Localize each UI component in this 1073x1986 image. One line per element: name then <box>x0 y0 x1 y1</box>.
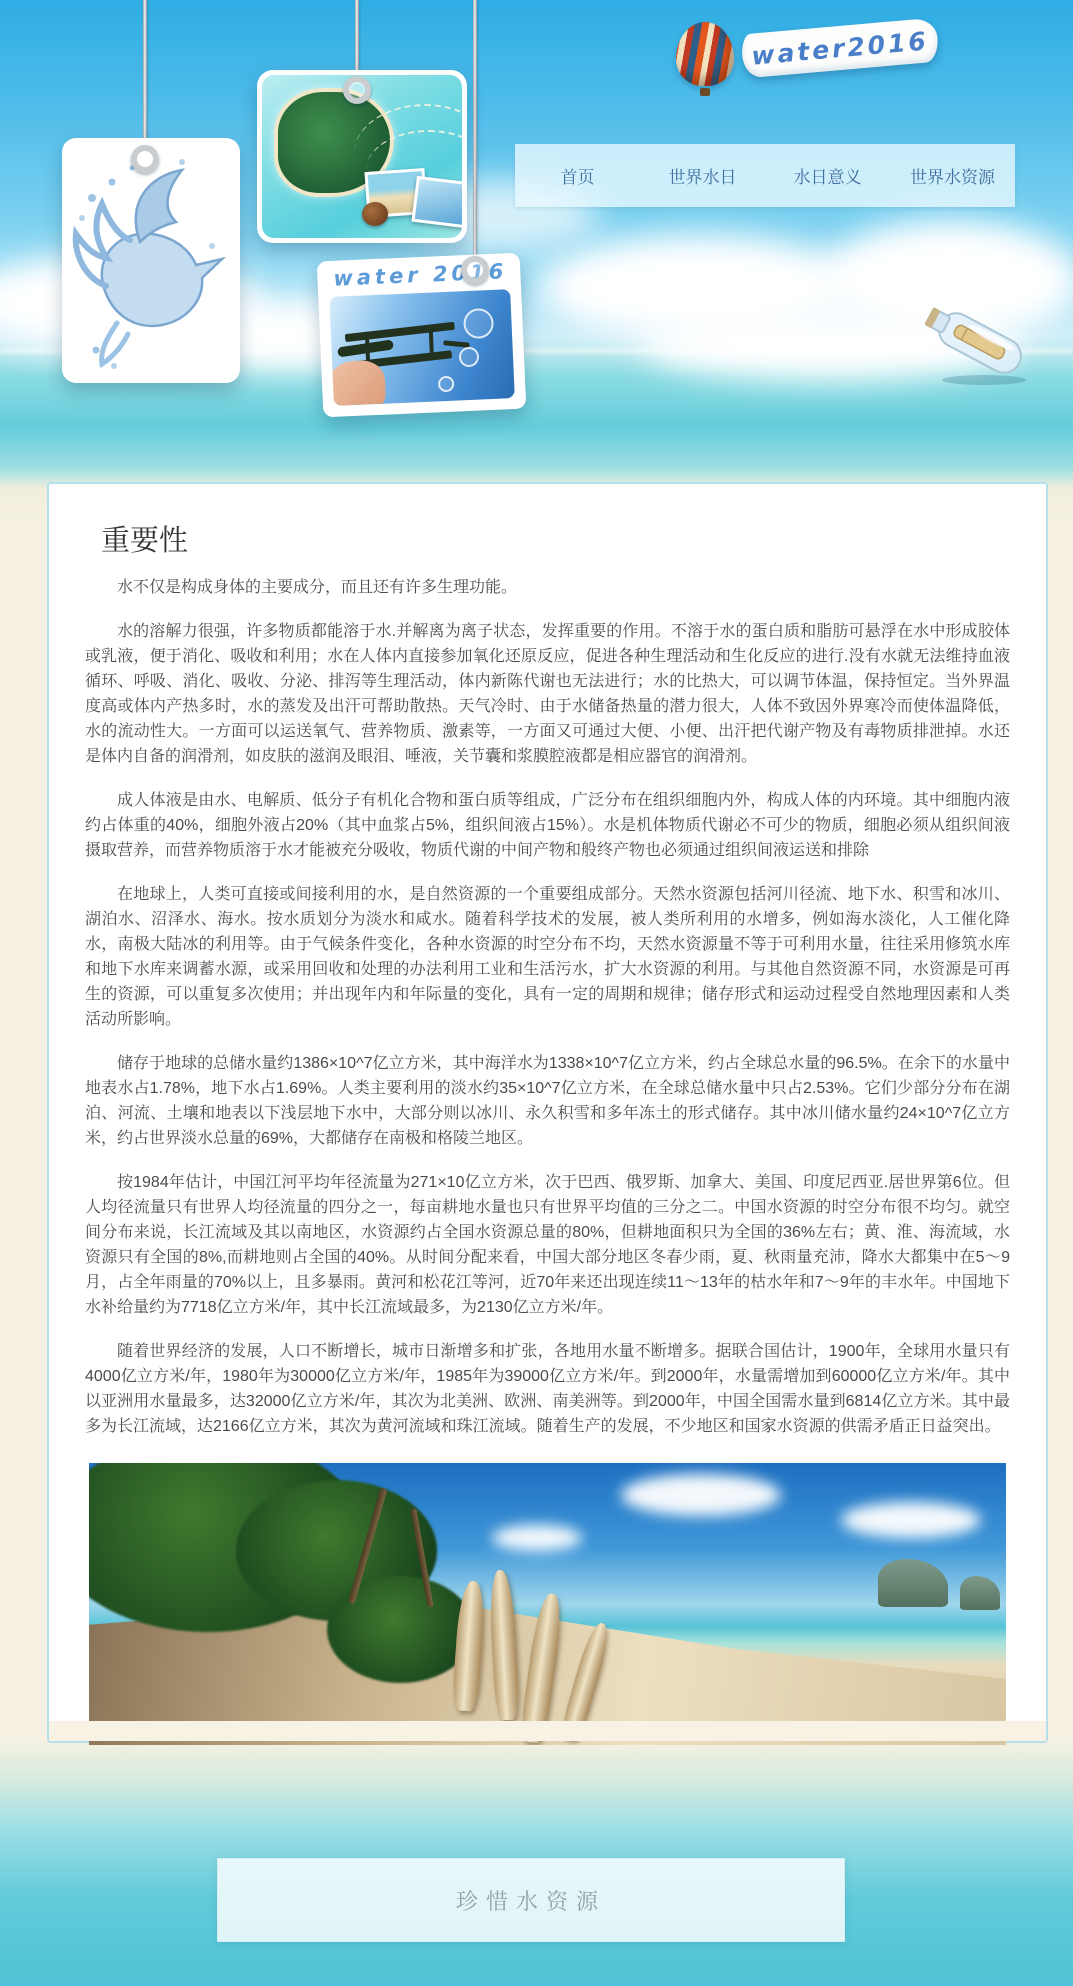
seagull-mini-photo <box>411 176 462 228</box>
content-box-footer-strip <box>49 1721 1046 1741</box>
nav-item-home[interactable]: 首页 <box>560 168 595 187</box>
shell-icon <box>362 202 388 226</box>
article <box>49 484 1046 1745</box>
seagull-mini-photo-image <box>415 180 462 226</box>
cliff-image <box>960 1576 1000 1610</box>
polaroid-card <box>317 253 527 418</box>
bubble-icon <box>438 376 455 393</box>
grommet-icon <box>343 76 371 104</box>
bubble-icon <box>463 308 494 339</box>
bubble-icon <box>459 347 480 368</box>
page-title: 重要性 <box>101 525 189 557</box>
content-box <box>47 482 1048 1743</box>
cliff-image <box>878 1559 948 1607</box>
paragraph: 随着世界经济的发展，人口不断增长，城市日渐增多和扩张，各地用水量不断增多。据联合国估计，1900年，全球用水量只有4000亿立方米/年，1980年为30000亿立方米/年，1985年为39000亿立方米/年。到2000年，水量需增加到60000亿立方米/年。其中以亚洲用水量最多，达32000亿立方米/年，其次为北美洲、欧洲、南美洲等。到2000年，中国全国需水量到6814亿立方米。其中最多为长江流域，达2166亿立方米，其次为黄河流域和珠江流域。随着生产的发展，不少地区和国家水资源的供需矛盾正日益突出。 <box>85 1343 1010 1435</box>
nav-item-water-day-meaning[interactable]: 水日意义 <box>793 168 862 187</box>
logo-banner <box>740 18 939 79</box>
paragraph: 在地球上，人类可直接或间接利用的水，是自然资源的一个重要组成部分。天然水资源包括河川径流、地下水、积雪和冰川、湖泊水、沼泽水、海水。按水质划分为淡水和咸水。随着科学技术的发展，被人类所利用的水增多，例如海水淡化，人工催化降水，南极大陆冰的利用等。由于气候条件变化，各种水资源的时空分布不均，天然水资源量不等于可利用水量，往往采用修筑水库和地下水库来调蓄水源，或采用回收和处理的办法利用工业和生活污水，扩大水资源的利用。与其他自然资源不同，水资源是可再生的资源，可以重复多次使用；并出现年内和年际量的变化，具有一定的周期和规律；储存形式和运动过程受自然地理因素和人类活动所影响。 <box>85 886 1010 1028</box>
hot-air-balloon-icon <box>676 22 734 86</box>
balloon-basket-icon <box>700 88 710 96</box>
grommet-icon <box>131 145 159 173</box>
hanging-string-icon <box>473 0 477 262</box>
biplane-wing <box>345 322 455 342</box>
nav-item-world-water-resources[interactable]: 世界水资源 <box>910 168 995 187</box>
cloud <box>492 1525 582 1551</box>
water-dove-card <box>62 138 240 383</box>
paragraph: 水不仅是构成身体的主要成分，而且还有许多生理功能。 <box>117 579 518 596</box>
grommet-icon <box>461 256 489 284</box>
cherish-water-button[interactable]: 珍惜水资源 <box>217 1858 845 1942</box>
palm-tree-image <box>327 1576 474 1683</box>
cloud <box>841 1502 981 1538</box>
beach-photo <box>89 1463 1006 1745</box>
paragraph: 储存于地球的总储水量约1386×10^7亿立方米，其中海洋水为1338×10^7亿立方米，约占全球总水量的96.5%。在余下的水量中地表水占1.78%，地下水占1.69%。人类主要利用的淡水约35×10^7亿立方米，在全球总储水量中只占2.53%。它们少部分分布在湖泊、河流、土壤和地表以下浅层地下水中，大部分则以冰川、永久积雪和多年冻土的形式储存。其中冰川储水量约24×10^7亿立方米，约占世界淡水总量的69%，大都储存在南极和格陵兰地区。 <box>85 1055 1010 1147</box>
message-bottle-icon <box>918 300 1042 386</box>
paragraph: 按1984年估计，中国江河平均年径流量为271×10亿立方米，次于巴西、俄罗斯、加拿大、美国、印度尼西亚.居世界第6位。但人均径流量只有世界人均径流量的四分之一，每亩耕地水量也只有世界平均值的三分之二。中国水资源的时空分布很不均匀。就空间分布来说，长江流域及其以南地区，水资源约占全国水资源总量的80%，但耕地面积只为全国的36%左右；黄、淮、海流域，水资源只有全国的8%,而耕地则占全国的40%。从时间分配来看，中国大部分地区冬春少雨，夏、秋雨量充沛，降水大都集中在5～9月，占全年雨量的70%以上，且多暴雨。黄河和松花江等河，近70年来还出现连续11～13年的枯水年和7～9年的丰水年。中国地下水补给量约为7718亿立方米/年，其中长江流域最多，为2130亿立方米/年。 <box>85 1174 1010 1316</box>
logo-text: water2016 <box>750 25 930 71</box>
main-nav <box>515 144 1015 207</box>
site-logo[interactable] <box>660 10 960 105</box>
cloud <box>621 1474 781 1516</box>
hanging-string-icon <box>143 0 147 152</box>
water-splash-dove-image <box>62 138 240 383</box>
nav-item-world-water-day[interactable]: 世界水日 <box>668 168 737 187</box>
hand-image <box>329 360 386 406</box>
paragraph: 水的溶解力很强，许多物质都能溶于水.并解离为离子状态，发挥重要的作用。不溶于水的蛋白质和脂肪可悬浮在水中形成胶体或乳液，便于消化、吸收和利用；水在人体内直接参加氧化还原反应，促进各种生理活动和生化反应的进行.没有水就无法维持血液循环、呼吸、消化、吸收、分泌、排泻等生理活动，体内新陈代谢也无法进行；水的比热大，可以调节体温，保持恒定。当外界温度高或体内产热多时，水的蒸发及出汗可帮助散热。天气冷时、由于水储备热量的潜力很大，人体不致因外界寒冷而使体温降低，水的流动性大。一方面可以运送氧气、营养物质、激素等，一方面又可通过大便、小便、出汗把代谢产物及有毒物质排泄掉。水还是体内自备的润滑剂，如皮肤的滋润及眼泪、唾液，关节囊和浆膜腔液都是相应器官的润滑剂。 <box>85 623 1010 765</box>
paragraph: 成人体液是由水、电解质、低分子有机化合物和蛋白质等组成，广泛分布在组织细胞内外，构成人体的内环境。其中细胞内液约占体重的40%，细胞外液占20%（其中血浆占5%，组织间液占15%）。水是机体物质代谢必不可少的物质，细胞必须从组织间液摄取营养，而营养物质溶于水才能被充分吸收，物质代谢的中间产物和般终产物也必须通过组织间液运送和排除 <box>85 792 1010 859</box>
polaroid-caption: water 2016 <box>332 259 508 291</box>
biplane-photo <box>329 289 515 406</box>
